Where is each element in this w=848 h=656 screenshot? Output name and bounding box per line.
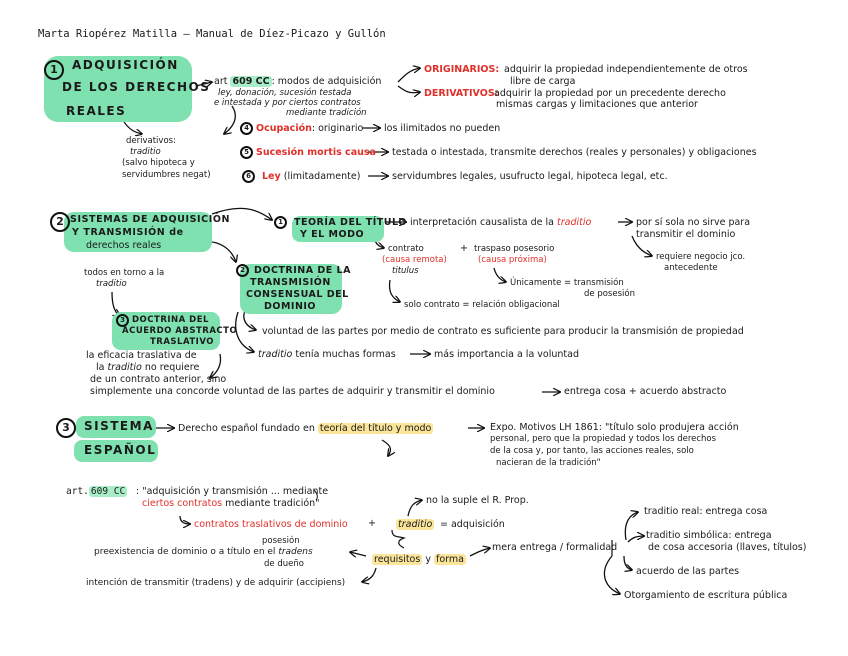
requisitos-label: requisitos xyxy=(374,554,421,565)
originarios-text2: libre de carga xyxy=(510,76,576,87)
unicamente-line2: de posesión xyxy=(584,289,635,299)
unicamente-line1: Únicamente = transmisión xyxy=(510,278,624,288)
derecho-espanol-hl: teoría del título y modo xyxy=(319,423,432,434)
art609-s3-quote1: : "adquisición y transmisión ... mediante xyxy=(136,486,329,497)
interpretacion-post1: por sí sola no sirve para xyxy=(636,217,751,228)
expo-line4: nacieran de la tradición" xyxy=(496,458,601,468)
causa-remota: (causa remota) xyxy=(382,255,447,265)
adquisicion-eq: = adquisición xyxy=(440,519,505,530)
derivativos-label: DERIVATIVOS: xyxy=(424,88,499,99)
interpretacion-line xyxy=(410,217,591,228)
section2-heading-line3: derechos reales xyxy=(86,240,162,251)
simplemente-line: simplemente una concorde voluntad de las partes de adquirir y transmitir el dominio xyxy=(90,386,495,397)
eficacia-traditio: traditio xyxy=(107,362,142,373)
ocupacion-text: : originario xyxy=(311,123,364,134)
preexistencia-line xyxy=(94,547,313,558)
ley-label: Ley xyxy=(262,171,281,182)
derivativos-note3: (salvo hipoteca y xyxy=(122,158,195,168)
art609-s3-quote2 xyxy=(142,498,320,509)
derivativos-note2: traditio xyxy=(130,147,161,157)
doctrina-transmision-line4: DOMINIO xyxy=(264,301,317,312)
doctrina-transmision-line1: DOCTRINA DE LA xyxy=(254,265,351,276)
art609-s3-pre: art. xyxy=(66,486,89,497)
eficacia-line1: la eficacia traslativa de xyxy=(86,350,197,361)
teoria-line1: TEORÍA DEL TÍTULO xyxy=(294,217,407,228)
derivativos-text2: mismas cargas y limitaciones que anterior xyxy=(496,99,698,110)
forma-label: forma xyxy=(436,554,464,565)
eficacia-no-requiere: no requiere xyxy=(144,362,200,373)
requisitos-forma-line xyxy=(372,554,466,565)
teoria-number: 1 xyxy=(274,216,287,229)
traditio-simbolica2: de cosa accesoria (llaves, títulos) xyxy=(648,542,807,553)
derecho-espanol-pre: Derecho español fundado en xyxy=(178,423,315,434)
originarios-label: ORIGINARIOS: xyxy=(424,64,500,75)
requiere-line2: antecedente xyxy=(664,263,718,273)
acuerdo-abstracto-line1: DOCTRINA DEL xyxy=(132,315,209,325)
requiere-line1: requiere negocio jco. xyxy=(656,252,746,262)
arrow-art-down xyxy=(224,106,235,134)
arrow-mera-real xyxy=(625,512,638,540)
preexistencia-a: preexistencia de dominio o a título en el xyxy=(94,547,276,557)
plus-sign: + xyxy=(460,243,468,254)
ley-line xyxy=(262,171,360,182)
preexistencia-tradens: tradens xyxy=(278,547,313,557)
no-suple: no la suple el R. Prop. xyxy=(426,495,529,506)
causa-proxima: (causa próxima) xyxy=(478,255,547,265)
originarios-text1: adquirir la propiedad independientemente de otros xyxy=(504,64,748,75)
doctrina-transmision-line2: TRANSMISIÓN xyxy=(250,277,331,288)
sucesion-number: 5 xyxy=(240,146,253,159)
arrow-doctrina-formas xyxy=(236,312,254,352)
sucesion-result: testada o intestada, transmite derechos (reales y personales) y obligaciones xyxy=(392,147,757,158)
section3-heading-line2: ESPAÑOL xyxy=(84,443,157,457)
section3-heading-line1: SISTEMA xyxy=(84,419,154,433)
section2-heading-line1: SISTEMAS DE ADQUISICIÓN xyxy=(70,214,231,225)
document-title: Marta Riopérez Matilla – Manual de Díez-Picazo y Gullón xyxy=(38,28,386,40)
traditio-s3 xyxy=(396,519,434,530)
traditio-s3-hl: traditio xyxy=(398,519,433,530)
interpretacion-traditio: traditio xyxy=(557,217,592,228)
solo-contrato: solo contrato = relación obligacional xyxy=(404,300,560,310)
art609-sub1: ley, donación, sucesión testada xyxy=(218,88,352,98)
acuerdo-partes: acuerdo de las partes xyxy=(636,566,740,577)
arrow-adq-to-deriv-note xyxy=(124,122,142,134)
art609-sub3: mediante tradición xyxy=(286,108,367,118)
arrow-mera-simb xyxy=(628,536,644,542)
arrow-mera-otorg xyxy=(604,556,620,594)
mas-importancia: más importancia a la voluntad xyxy=(434,349,579,360)
eficacia-line2 xyxy=(96,362,199,373)
section1-heading-line3: REALES xyxy=(66,104,127,118)
arrow-req-preexist xyxy=(350,552,366,556)
de-dueno: de dueño xyxy=(264,559,304,569)
arrow-art-contratos xyxy=(180,516,190,524)
traditio-formas-b: tenía muchas formas xyxy=(295,349,396,360)
section2-number: 2 xyxy=(50,212,70,232)
traditio-real: traditio real: entrega cosa xyxy=(644,506,768,517)
traditio-formas-line xyxy=(258,349,396,360)
expo-line2: personal, pero que la propiedad y todos los derechos xyxy=(490,434,717,444)
ciertos-contratos: ciertos contratos xyxy=(142,498,223,509)
art609-sub2: e intestada y por ciertos contratos xyxy=(214,98,361,108)
eficacia-la: la xyxy=(96,362,105,373)
ley-number: 6 xyxy=(242,170,255,183)
art609-s3-line xyxy=(66,486,127,497)
y-label: y xyxy=(425,554,431,565)
arrow-traditio-nosuple xyxy=(408,500,422,516)
section1-heading-line2: DE LOS DERECHOS xyxy=(62,80,211,94)
doctrina-transmision-line3: CONSENSUAL DEL xyxy=(246,289,349,300)
brace-traditio xyxy=(392,530,404,548)
acuerdo-abstracto-number: 3 xyxy=(116,314,129,327)
ocupacion-result: los ilimitados no pueden xyxy=(384,123,501,134)
derivativos-note1: derivativos: xyxy=(126,136,176,146)
sucesion-label: Sucesión mortis causa xyxy=(256,147,376,158)
arrow-contrato-solo xyxy=(389,280,400,302)
intencion-line: intención de transmitir (tradens) y de adquirir (accipiens) xyxy=(86,578,346,588)
derivativos-text1: adquirir la propiedad por un precedente derecho xyxy=(494,88,726,99)
art609-line xyxy=(214,76,381,87)
mediante-tradicion: mediante tradición" xyxy=(225,498,320,509)
teoria-line2: Y EL MODO xyxy=(300,229,365,240)
section2-heading-line2: Y TRANSMISIÓN de xyxy=(72,227,184,238)
interpretacion-pre: interpretación causalista de la xyxy=(410,217,554,228)
ley-text: (limitadamente) xyxy=(283,171,361,182)
arrow-to-derivativos xyxy=(398,86,420,93)
art609-s3-num: 609 CC xyxy=(90,486,126,497)
ocupacion-label: Ocupación xyxy=(256,123,312,134)
entrega-cosa: entrega cosa + acuerdo abstracto xyxy=(564,386,727,397)
arrow-req-intencion xyxy=(362,568,376,582)
art609-pre: art xyxy=(214,76,231,87)
todos-line2: traditio xyxy=(96,279,127,289)
derivativos-note4: servidumbres negat) xyxy=(122,170,211,180)
mera-entrega: mera entrega / formalidad xyxy=(492,542,618,553)
acuerdo-abstracto-line3: TRASLATIVO xyxy=(150,337,214,347)
doctrina-transmision-number: 2 xyxy=(236,264,249,277)
expo-line3: de la cosa y, por tanto, las acciones reales, solo xyxy=(490,446,694,456)
posesion-label: posesión xyxy=(262,536,300,546)
eficacia-line3: de un contrato anterior, sino xyxy=(90,374,227,385)
otorgamiento: Otorgamiento de escritura pública xyxy=(624,590,788,601)
traditio-formas-a: traditio xyxy=(258,349,293,360)
ocupacion-number: 4 xyxy=(240,122,253,135)
traspaso-posesorio: traspaso posesorio xyxy=(474,244,555,254)
derecho-espanol-line xyxy=(178,423,433,434)
todos-line1: todos en torno a la xyxy=(84,268,165,278)
acuerdo-abstracto-line2: ACUERDO ABSTRACTO xyxy=(122,326,238,336)
section1-number: 1 xyxy=(44,60,64,80)
arrow-traspaso-unic xyxy=(494,268,506,282)
voluntad-partes: voluntad de las partes por medio de contrato es suficiente para producir la transmisión de propiedad xyxy=(262,326,744,337)
expo-line1: Expo. Motivos LH 1861: "título solo produjera acción xyxy=(490,422,739,433)
contrato-label: contrato xyxy=(388,244,424,254)
section3-number: 3 xyxy=(56,418,76,438)
ley-result: servidumbres legales, usufructo legal, hipoteca legal, etc. xyxy=(392,171,668,182)
section1-heading-line1: ADQUISICIÓN xyxy=(72,58,179,72)
art609-number: 609 CC xyxy=(232,76,270,87)
contratos-traslativos: contratos traslativos de dominio xyxy=(194,519,348,530)
ocupacion-line xyxy=(256,123,363,134)
plus-s3: + xyxy=(368,518,376,529)
arrow-to-originarios xyxy=(398,68,420,82)
arrow-forma-mera xyxy=(470,548,490,556)
arrow-mera-acuerdo xyxy=(624,556,632,570)
titulus: titulus xyxy=(392,266,419,276)
arrow-derecho-down xyxy=(382,440,390,456)
traditio-simbolica1: traditio simbólica: entrega xyxy=(646,530,772,541)
interpretacion-post2: transmitir el dominio xyxy=(636,229,736,240)
art609-post: : modos de adquisición xyxy=(271,76,382,87)
